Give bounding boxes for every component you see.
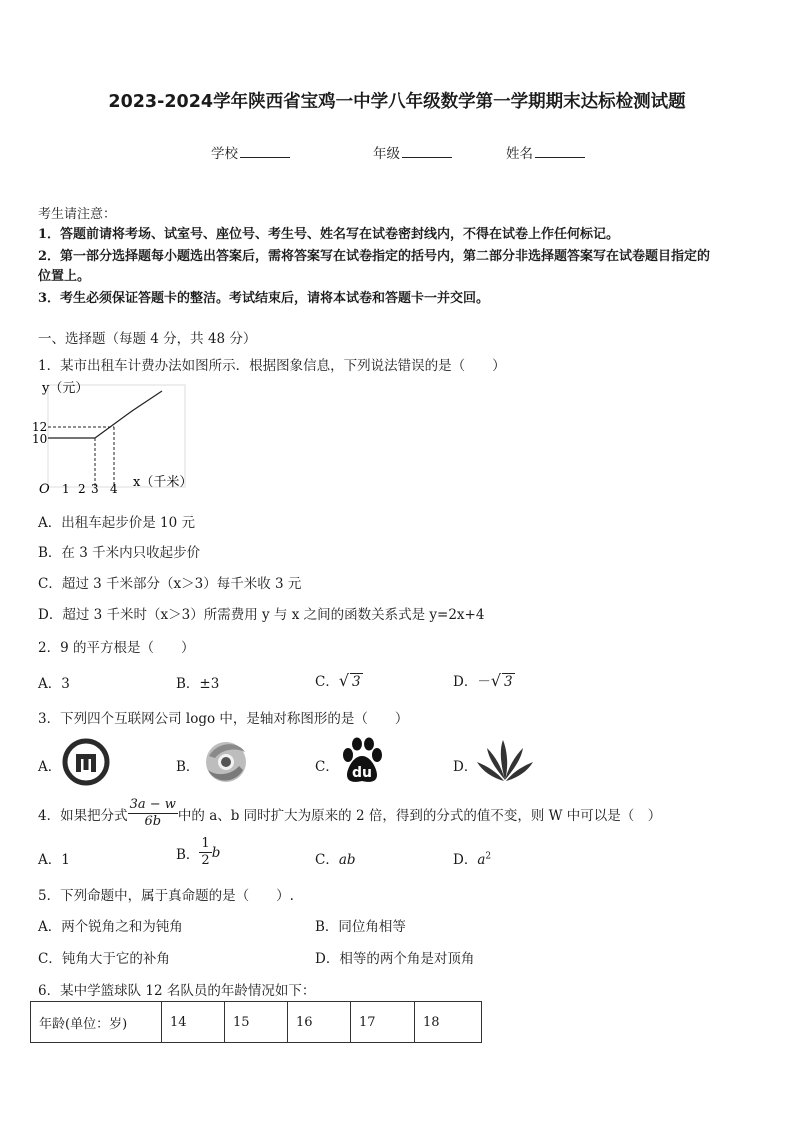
table-row [31,1002,482,1043]
q2-option-a: A．3 [38,676,70,692]
school-blank [240,144,290,158]
x-tick-3: 3 [91,482,99,496]
q4-option-c: C．ab [315,852,356,868]
y-tick-12: 12 [32,420,48,434]
q3-option-c-label: C． [315,759,339,775]
age-cell-16: 16 [288,1002,351,1043]
logo-option-c [339,737,385,785]
q3-option-d-label: D． [453,759,478,775]
notice-heading: 考生请注意： [38,207,117,222]
school-field [211,142,290,162]
x-tick-1: 1 [62,482,70,496]
q5-option-b: B．同位角相等 [315,919,406,935]
q1-stem: 1．某市出租车计费办法如图所示．根据图象信息，下列说法错误的是（ ） [38,358,506,374]
q5-stem: 5．下列命题中，属于真命题的是（ ）. [38,888,294,904]
q3-option-b-label: B． [176,759,200,775]
x-axis-label: x（千米） [133,475,193,490]
q1-option-a: A．出租车起步价是 10 元 [38,515,196,531]
q3-option-a-label: A． [38,759,62,775]
q5-option-c: C．钝角大于它的补角 [38,951,170,967]
age-cell-18: 18 [415,1002,482,1043]
section-heading: 一、选择题（每题 4 分，共 48 分） [38,331,257,347]
q4-fraction-denominator: 6b [144,814,162,829]
q4-b-numerator: 1 [201,836,210,851]
x-tick-4: 4 [110,482,118,496]
age-table-header: 年龄(单位：岁) [31,1002,162,1043]
notice-item-2-cont: 位置上。 [38,269,91,284]
q4-stem-pre: 4．如果把分式 [38,807,128,824]
q1-option-d: D．超过 3 千米时（x＞3）所需费用 y 与 x 之间的函数关系式是 y=2x+4 [38,607,485,623]
name-label: 姓名 [506,146,533,162]
grade-blank [402,144,452,158]
q4-option-a: A．1 [38,852,70,868]
q2-d-radicand: 3 [504,674,513,690]
q2-stem: 2．9 的平方根是（ ） [38,640,195,656]
q4-stem [38,797,661,830]
q5-option-a: A．两个锐角之和为钝角 [38,919,183,935]
name-blank [535,144,585,158]
q5-option-d: D．相等的两个角是对顶角 [315,951,475,967]
q4-fraction-numerator: 3a − w [129,797,176,812]
page-title: 2023-2024学年陕西省宝鸡一中学八年级数学第一学期期末达标检测试题 [108,92,686,112]
x-tick-2: 2 [78,482,86,496]
notice-item-3: 3．考生必须保证答题卡的整洁。考试结束后，请将本试卷和答题卡一并交回。 [38,291,490,306]
q1-option-b: B．在 3 千米内只收起步价 [38,545,201,561]
q2-option-d: D．－√ 3 [453,671,513,690]
q6-stem: 6．某中学篮球队 12 名队员的年龄情况如下： [38,983,316,999]
q4-b-variable: b [211,844,221,861]
logo-option-b [201,738,251,786]
q4-option-b: B． $\frac{1}{2}$ b [176,836,221,868]
age-table [30,1001,482,1043]
q2-option-c: C．√ 3 [315,671,361,690]
y-tick-10: 10 [32,432,48,446]
taxi-fare-graph [30,375,200,500]
q4-option-d: D．$a^2$ [453,851,492,868]
q3-stem: 3．下列四个互联网公司 logo 中，是轴对称图形的是（ ） [38,711,409,727]
q2-option-b: B．±3 [176,676,220,692]
grade-field [373,142,452,162]
age-cell-14: 14 [162,1002,225,1043]
fare-line [48,391,162,438]
q2-c-radicand: 3 [352,674,361,690]
age-cell-15: 15 [225,1002,288,1043]
grade-label: 年级 [373,146,400,162]
age-cell-17: 17 [351,1002,415,1043]
y-axis-label: y（元） [42,381,89,396]
notice-item-1: 1．答题前请将考场、试室号、座位号、考生号、姓名写在试卷密封线内，不得在试卷上作任何标记。 [38,227,620,242]
q1-option-c: C．超过 3 千米部分（x＞3）每千米收 3 元 [38,576,302,592]
logo-option-d [475,736,535,786]
name-field [506,142,585,162]
q4-b-denominator: 2 [201,853,210,868]
notice-item-2: 2．第一部分选择题每小题选出答案后，需将答案写在试卷指定的括号内，第二部分非选择题答案写在试卷题目指定的 [38,249,711,264]
origin-label: O [39,482,50,497]
school-label: 学校 [211,146,238,162]
svg-text:du: du [352,765,372,781]
q4-fraction [128,797,178,830]
logo-option-a [62,738,110,786]
q4-stem-post: 中的 a、b 同时扩大为原来的 2 倍，得到的分式的值不变，则 W 中可以是（ ） [177,807,662,824]
graph-grid-box [48,385,185,487]
